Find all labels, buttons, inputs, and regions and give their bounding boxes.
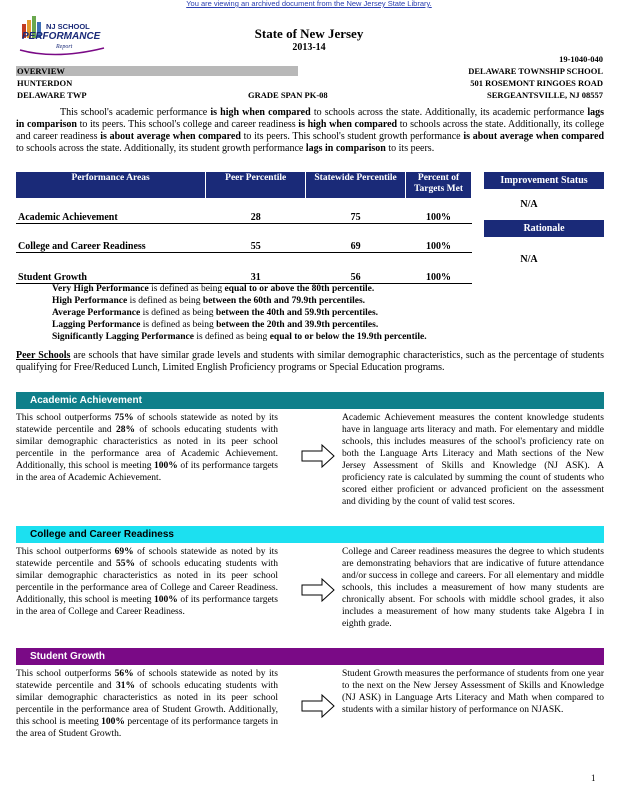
academic-achievement-summary: This school outperforms 75% of schools statewide as noted by its statewide percentile and 28% of schools educating students with similar demographic characteristics as noted in its peer school percentile in the performance area of Academic Achievement. Additionally, this school is meeting 100% of its performance targets in the area of Academic Achievement. [16, 413, 279, 483]
school-name: DELAWARE TOWNSHIP SCHOOL [468, 66, 603, 76]
table-cell-peer: 55 [206, 223, 306, 252]
college-career-readiness-bar: College and Career Readiness [16, 526, 604, 543]
table-cell-met: 100% [406, 198, 472, 223]
college-career-readiness-summary: This school outperforms 69% of schools statewide as noted by its statewide percentile and 55% of schools educating students with similar demographic characteristics as noted in its peer school percentile in the performance area of College and Career Readiness. Additionally, this school is meeting 100% of its performance targets in the area of College and Career Readiness. [16, 547, 279, 617]
logo-line2: PERFORMANCE [22, 31, 101, 42]
table-cell-area: Academic Achievement [16, 198, 206, 223]
overview-label: OVERVIEW [17, 66, 65, 76]
page-number: 1 [591, 773, 596, 783]
improvement-status-header: Improvement Status [484, 172, 604, 189]
definition-line: Very High Performance is defined as being equal to or above the 80th percentile. [52, 284, 375, 294]
table-cell-area: College and Career Readiness [16, 223, 206, 252]
rationale-value: N/A [520, 254, 538, 265]
student-growth-description: Student Growth measures the performance of students from one year to the next on the New Jersey Assessment of Skills and Knowledge (NJ ASK) in Language Arts Literacy and Math when compared to students with a similar history of performance on NJASK. [342, 669, 604, 715]
grade-span: GRADE SPAN PK-08 [248, 90, 328, 100]
page-title: State of New Jersey [254, 26, 364, 41]
archive-banner-link[interactable]: You are viewing an archived document from the New Jersey State Library. [186, 0, 432, 8]
school-code: 19-1040-040 [559, 54, 603, 64]
table-cell-state: 56 [306, 252, 406, 283]
definition-line: Lagging Performance is defined as being between the 20th and 39.9th percentiles. [52, 320, 379, 330]
table-cell-met: 100% [406, 252, 472, 283]
table-header-row [16, 172, 472, 198]
college-career-readiness-description: College and Career readiness measures the degree to which students are demonstrating behaviors that are indicative of future attendance and/or success in college and careers. For all elementary and middle schools, this includes a measurement of how many students are chronically absent. For schools with middle school grades, it also includes a measurement of how many students take Algebra I in eighth grade. [342, 547, 604, 629]
table-row [16, 223, 472, 252]
student-growth-bar: Student Growth [16, 648, 604, 665]
table-header: Statewide Percentile [306, 172, 406, 198]
logo-line1: NJ SCHOOL [46, 22, 90, 31]
definition-line: Significantly Lagging Performance is defined as being equal to or below the 19.9th percentile. [52, 332, 427, 342]
definition-line: High Performance is defined as being between the 60th and 79.9th percentiles. [52, 296, 366, 306]
table-row [16, 198, 472, 223]
student-growth-summary: This school outperforms 56% of schools statewide as noted by its statewide percentile and 31% of schools educating students with similar demographic characteristics as noted in its peer school percentile in the performance area of Student Growth. Additionally, this school is meeting 100% percentage of its performance targets in the area of Student Growth. [16, 669, 278, 739]
school-year: 2013-14 [292, 42, 326, 53]
arrow-right-icon [300, 576, 336, 604]
table-cell-peer: 31 [206, 252, 306, 283]
arrow-right-icon [300, 442, 336, 470]
summary-paragraph: This school's academic performance is high when compared to schools across the state. Additionally, its academic performance lags in comparison to its peers. This school's college and career readiness is high when compared to schools across the state. Additionally, its college and career readiness is about average when compared to its peers. This school's student growth performance is about average when compared to schools across the state. Additionally, its student growth performance lags in comparison to its peers. [16, 107, 605, 154]
table-header: Peer Percentile [206, 172, 306, 198]
arrow-right-icon [300, 692, 336, 720]
performance-table [16, 172, 472, 284]
table-cell-peer: 28 [206, 198, 306, 223]
academic-achievement-bar: Academic Achievement [16, 392, 604, 409]
table-header: Percent of Targets Met [406, 172, 472, 198]
definition-line: Average Performance is defined as being between the 40th and 59.9th percentiles. [52, 308, 379, 318]
rationale-header: Rationale [484, 220, 604, 237]
academic-achievement-description: Academic Achievement measures the content knowledge students have in language arts literacy and math. For elementary and middle schools, this includes measures of the school's proficiency rate on both the Language Arts Literacy and Math sections of the New Jersey Assessment of Skills and Knowledge (NJ ASK). A proficiency rate is calculated by summing the count of students who scored either proficient or advanced proficient on the assessment and dividing by the count of valid test scores. [342, 413, 604, 507]
logo-line3: Report [56, 44, 73, 50]
table-cell-area: Student Growth [16, 252, 206, 283]
table-cell-state: 75 [306, 198, 406, 223]
table-cell-state: 69 [306, 223, 406, 252]
table-header: Performance Areas [16, 172, 206, 198]
table-row [16, 252, 472, 283]
district-name: DELAWARE TWP [17, 90, 87, 100]
table-cell-met: 100% [406, 223, 472, 252]
school-address: 501 ROSEMONT RINGOES ROAD [470, 78, 603, 88]
school-city: SERGEANTSVILLE, NJ 08557 [487, 90, 603, 100]
peer-schools-paragraph: Peer Schools are schools that have similar grade levels and students with similar demographic characteristics, such as the percentage of students qualifying for Free/Reduced Lunch, Limited English Proficiency programs or Special Education programs. [16, 350, 604, 373]
improvement-status-value: N/A [520, 199, 538, 210]
county-name: HUNTERDON [17, 78, 73, 88]
